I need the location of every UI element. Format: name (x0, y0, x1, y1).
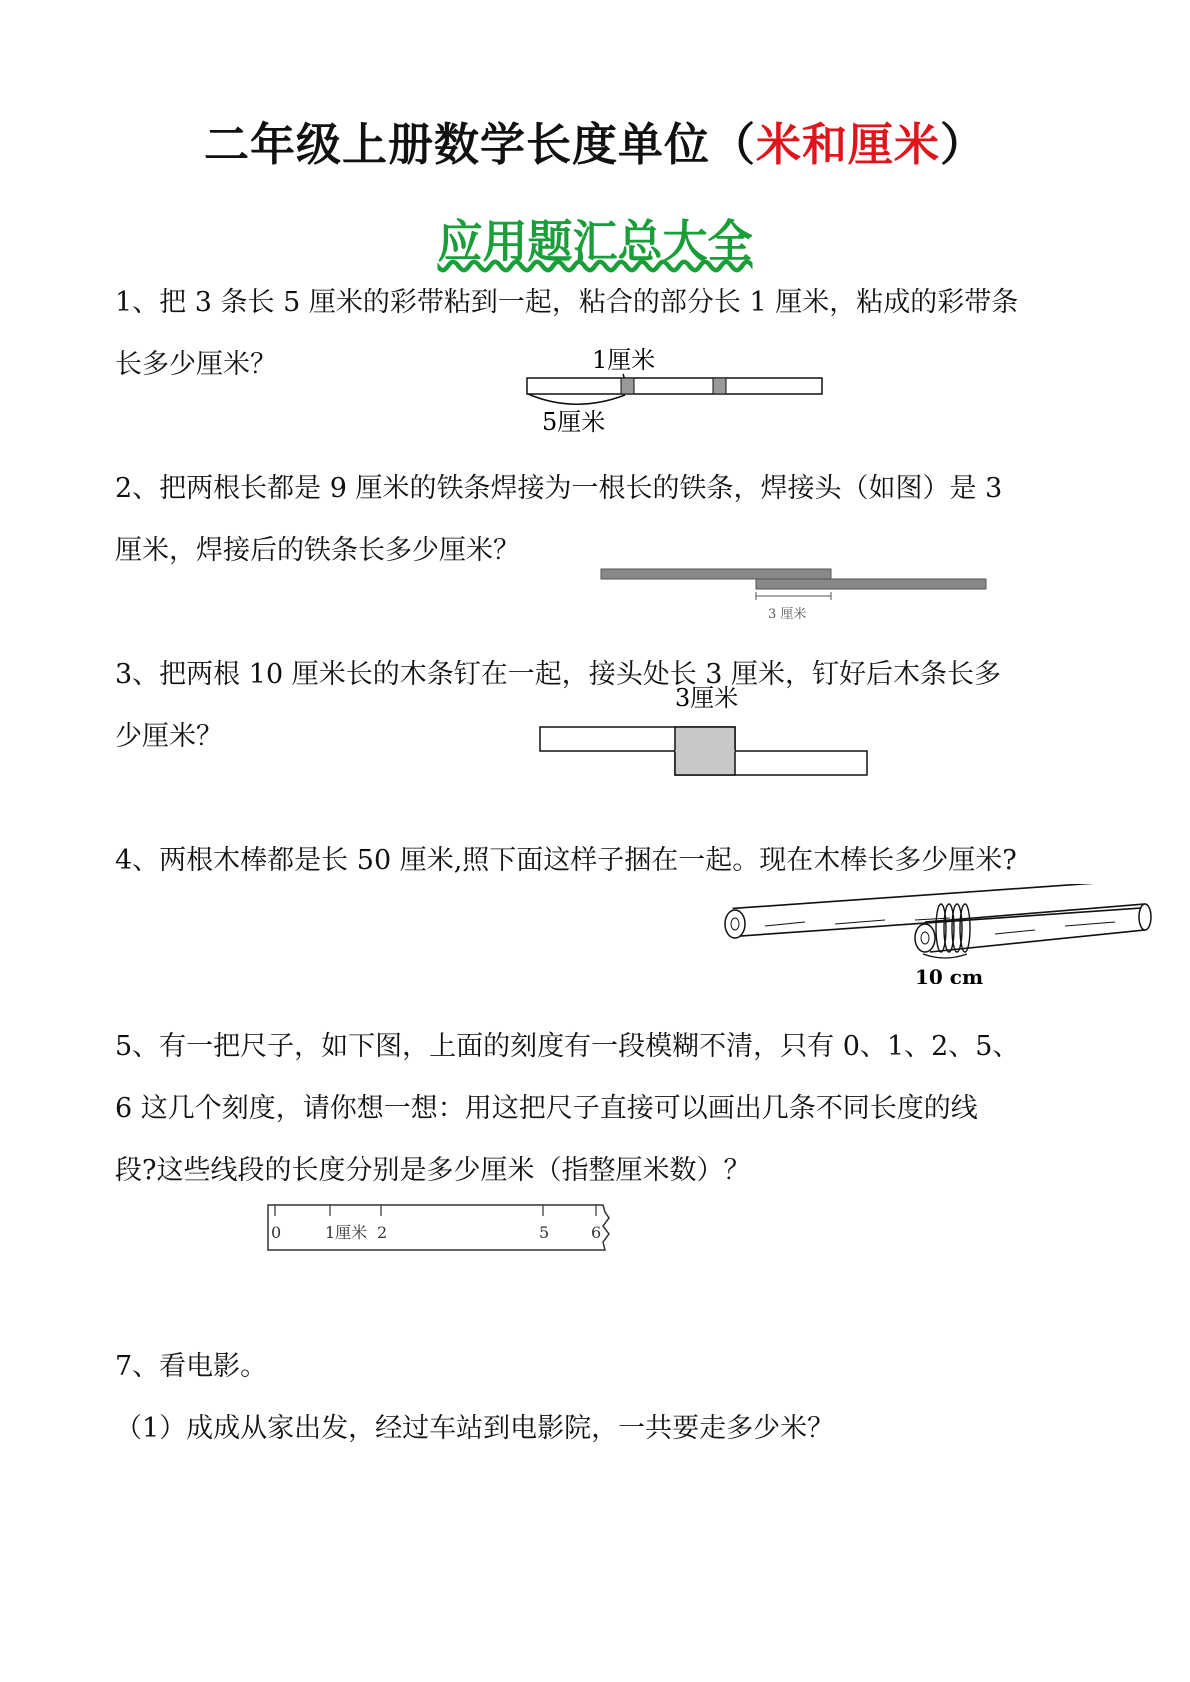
question-3-line-2: 少厘米？ (115, 721, 223, 752)
question-1-line-1: 1、把 3 条长 5 厘米的彩带粘到一起，粘合的部分长 1 厘米，粘成的彩带条 (115, 287, 1019, 318)
iron-bar-diagram (598, 560, 998, 630)
page-subtitle: 应用题汇总大全 (437, 215, 753, 268)
title-close: ） (940, 118, 987, 171)
ruler-tick-2: 2 (377, 1223, 388, 1242)
question-7-line-2: （1）成成从家出发，经过车站到电影院，一共要走多少米？ (115, 1413, 835, 1444)
ribbon-overlap-label: 1厘米 (592, 346, 656, 374)
title-main: 二年级上册数学长度单位（ (203, 118, 756, 171)
ruler-tick-1: 1厘米 (325, 1223, 368, 1242)
stick-diagram (715, 884, 1165, 984)
question-4-line-1: 4、两根木棒都是长 50 厘米,照下面这样子捆在一起。现在木棒长多少厘米? (115, 845, 1017, 876)
ruler-tick-0: 0 (271, 1223, 282, 1242)
question-5-line-1: 5、有一把尺子，如下图，上面的刻度有一段模糊不清，只有 0、1、2、5、 (115, 1031, 1020, 1062)
binding-length-label: 10 cm (915, 965, 984, 984)
stick-1-end (725, 910, 745, 938)
iron-bar-2 (756, 579, 986, 589)
ruler-tick-5: 5 (539, 1223, 550, 1242)
question-7-line-1: 7、看电影。 (115, 1351, 268, 1382)
ribbon-strip (527, 378, 822, 394)
ribbon-overlap-2 (713, 378, 726, 394)
title-highlight: 米和厘米 (755, 118, 940, 171)
wood-strip-diagram (535, 682, 875, 782)
ruler-tick-6: 6 (591, 1223, 602, 1242)
question-5-line-2: 6 这几个刻度，请你想一想：用这把尺子直接可以画出几条不同长度的线 (115, 1093, 978, 1124)
question-7 (115, 1336, 1085, 1460)
question-5-line-3: 段?这些线段的长度分别是多少厘米（指整厘米数）？ (115, 1155, 751, 1186)
iron-bar-1 (601, 569, 831, 579)
question-2-line-2: 厘米，焊接后的铁条长多少厘米？ (115, 535, 520, 566)
page-title (0, 108, 1190, 173)
ruler-body (268, 1205, 609, 1250)
stick-2-end (915, 924, 935, 952)
question-3-line-1: 3、把两根 10 厘米长的木条钉在一起，接头处长 3 厘米，钉好后木条长多 (115, 659, 1002, 690)
rope-binding (936, 904, 970, 952)
weld-length-label: 3 厘米 (768, 607, 807, 622)
question-2-line-1: 2、把两根长都是 9 厘米的铁条焊接为一根长的铁条，焊接头（如图）是 3 (115, 473, 1003, 504)
question-5 (115, 1016, 1085, 1202)
ribbon-length-label: 5厘米 (542, 408, 606, 436)
joint-length-label: 3厘米 (675, 684, 739, 712)
question-1-line-2: 长多少厘米？ (115, 349, 277, 380)
ribbon-diagram (520, 338, 830, 438)
ribbon-overlap-1 (621, 378, 634, 394)
question-4 (115, 830, 1085, 892)
ruler-diagram (263, 1200, 623, 1260)
